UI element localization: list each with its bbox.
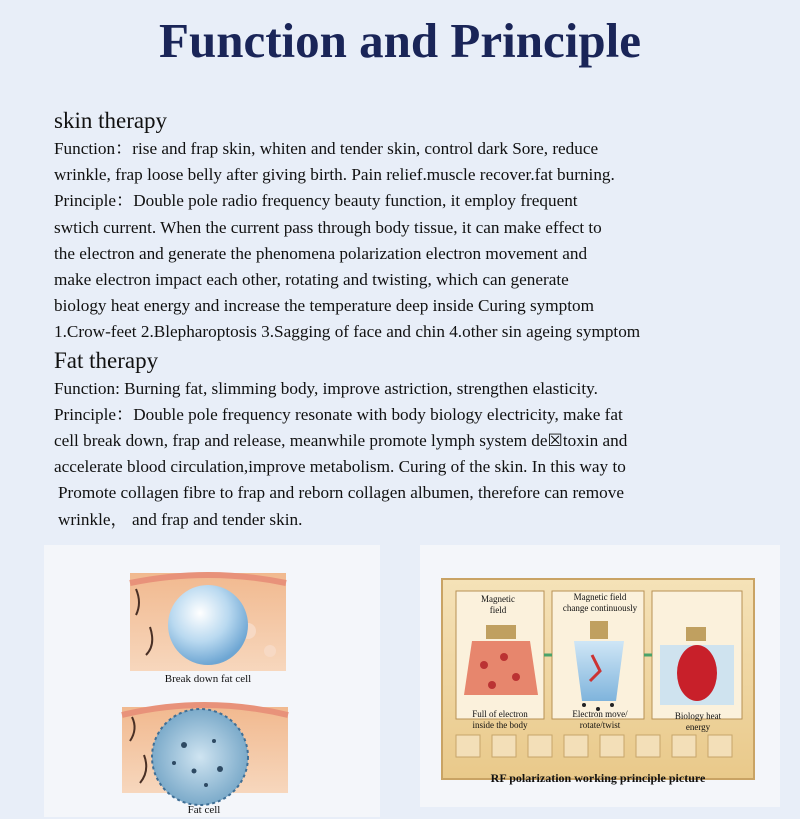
rf-polarization-diagram xyxy=(420,545,780,807)
skin-line: swtich current. When the current pass through body tissue, it can make effect to xyxy=(54,217,602,237)
magnetic-field-label: Magnetic xyxy=(481,594,515,604)
fat-cell-caption: Fat cell xyxy=(187,804,221,816)
skin-line: Principle：Double pole radio frequency beauty function, it employ frequent xyxy=(54,191,578,211)
panel-biology-heat xyxy=(652,591,742,719)
rf-caption: RF polarization working principle picture xyxy=(490,771,706,785)
biology-heat-label: Biology heat xyxy=(674,711,722,721)
fat-cell-panel xyxy=(122,705,288,805)
page-title: Function and Principle xyxy=(159,13,641,68)
electron-move-label: Electron move/ xyxy=(572,709,628,719)
break-down-panel xyxy=(130,573,286,671)
fat-line: cell break down, frap and release, meanwhile promote lymph system de☒toxin and xyxy=(54,431,628,451)
magnetic-change-label: Magnetic field xyxy=(573,592,627,602)
fat-therapy-heading: Fat therapy xyxy=(54,347,159,373)
magnetic-field-label: field xyxy=(489,605,507,615)
electron-move-label: rotate/twist xyxy=(579,720,621,730)
full-of-electron-label: Full of electron xyxy=(472,709,528,719)
fat-line: Promote collagen fibre to frap and reborn collagen albumen, therefore can remove xyxy=(58,483,624,503)
fat-line: wrinkle， and frap and tender skin. xyxy=(58,509,303,529)
fat-line: Function: Burning fat, slimming body, improve astriction, strengthen elasticity. xyxy=(54,378,598,398)
full-of-electron-label: inside the body xyxy=(472,720,528,730)
fat-line: Principle：Double pole frequency resonate with body biology electricity, make fat xyxy=(54,404,623,424)
fat-cell-illustration xyxy=(44,545,380,817)
skin-line: 1.Crow-feet 2.Blepharoptosis 3.Sagging of face and chin 4.other sin ageing symptom xyxy=(54,322,641,342)
break-down-caption: Break down fat cell xyxy=(164,673,252,685)
skin-line: wrinkle, frap loose belly after giving birth. Pain relief.muscle recover.fat burning. xyxy=(54,165,615,185)
skin-line: make electron impact each other, rotating and twisting, which can generate xyxy=(54,270,569,290)
skin-therapy-heading: skin therapy xyxy=(54,108,168,133)
fat-cell-diagram xyxy=(44,545,380,817)
skin-line: biology heat energy and increase the temperature deep inside Curing symptom xyxy=(54,296,594,316)
skin-line: the electron and generate the phenomena polarization electron movement and xyxy=(54,243,588,263)
text-content xyxy=(54,106,784,533)
fat-line: accelerate blood circulation,improve metabolism. Curing of the skin. In this way to xyxy=(54,457,626,477)
rf-polarization-illustration xyxy=(420,545,780,807)
skin-line: Function：rise and frap skin, whiten and tender skin, control dark Sore, reduce xyxy=(54,139,599,158)
biology-heat-label: energy xyxy=(685,722,711,732)
magnetic-change-label: change continuously xyxy=(562,603,638,613)
